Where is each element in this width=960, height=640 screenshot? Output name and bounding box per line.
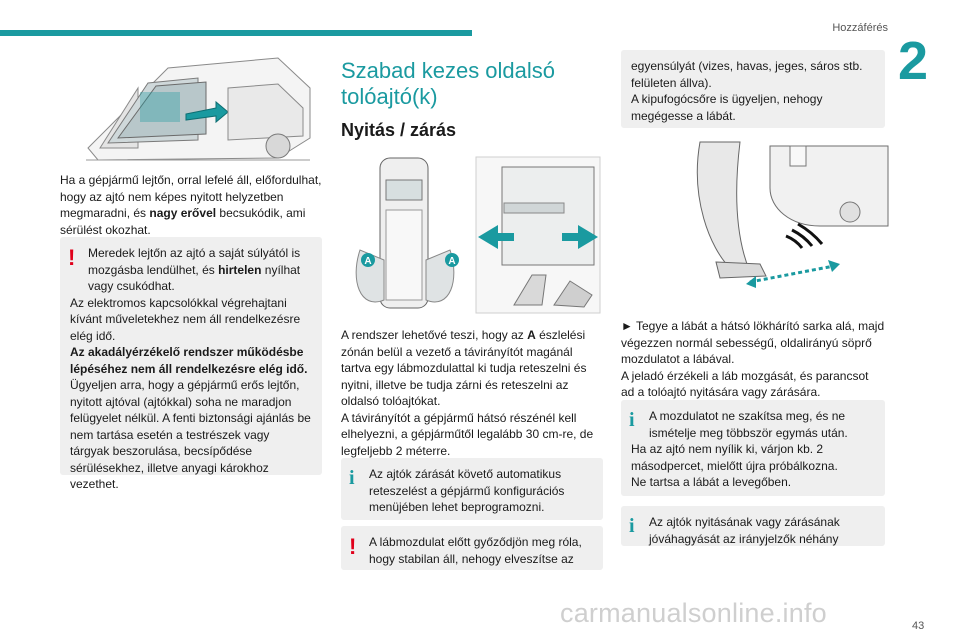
van-door-illustration [78,48,318,166]
section-title: Hozzáférés [832,22,888,34]
system-description: A rendszer lehetővé teszi, hogy az A észlelési zónán belül a vezető a távirányítót magánál tartva egy lábmozdulattal ki tudja reteszelni és nyitni, illetve be tudja zárni és reteszelni az oldalsó tolóajtókat. [341,328,587,408]
foot-instruction: ► Tegye a lábát a hátsó lökhárító sarka alá, majd végezzen normál sebességű, oldalirányú söprő mozdulatot a lábával. [621,319,885,366]
info-icon: i [629,515,635,537]
info-box-motion: i A mozdulatot ne szakítsa meg, és ne ismételje meg többször egymás után. Ha az ajtó nem nyílik ki, várjon kb. 2 másodpercet, mielőtt újra próbálkozna. Ne tartsa a lábát a levegőben. [621,400,885,496]
zone-label-right: A [448,256,456,267]
warning-icon: ! [68,245,76,270]
section-subtitle: Nyitás / zárás [341,120,457,140]
warning-box-slope: ! Meredek lejtőn az ajtó a saját súlyától is mozgásba lendülhet, és hirtelen nyílhat vagy csukódhat. Az elektromos kapcsolókkal végrehajtani kívánt műveletekhez nem áll rendelkezésre elég idő. Az akadályérzékelő rendszer működésbe lépéséhez nem áll rendelkezésre elég idő. Ügyeljen arra, hogy a gépjármű erős lejtőn, nyitott ajtóval (ajtókkal) soha ne maradjon felügyelet nélkül. A fenti biztonsági ajánlás be nem tartása esetén a testrészek vagy tárgyak beszorulása, becsípődése sérülésekhez, illetve anyagi károkhoz vezethet. [60,237,322,475]
info-icon: i [629,409,635,431]
info-box-confirmation: i Az ajtók nyitásának vagy zárásának jóváhagyását az irányjelzők néhány [621,506,885,546]
foot-sweep-side-illustration [474,155,602,315]
header-bar [0,30,472,36]
foot-under-bumper-illustration [620,138,890,298]
warning-box-stability: ! A lábmozdulat előtt győződjön meg róla, hogy stabilan áll, nehogy elveszítse az [341,526,603,570]
warning-text-obstacle: Az akadályérzékelő rendszer működésbe lépéséhez nem áll rendelkezésre elég idő. [70,345,308,376]
info-box-autolock: i Az ajtók zárását követő automatikus reteszelést a gépjármű konfigurációs menüjében lehet beprogramozni. [341,458,603,520]
warning-box-continued: egyensúlyát (vizes, havas, jeges, sáros stb. felületen állva). A kipufogócsőre is ügyeljen, nehogy megégesse a lábát. [621,50,885,128]
page-number: 43 [912,620,925,632]
warning-text-unattended: Ügyeljen arra, hogy a gépjármű erős lejtőn, nyitott ajtóval (ajtókkal) soha ne maradjon felügyelet nélkül. A fenti biztonsági ajánlás be nem tartása esetén a testrészek vagy tárgyak beszorulása, becsípődése sérülésekhez, illetve anyagi károkhoz vezethet. [70,378,311,491]
chapter-number: 2 [898,31,929,91]
warning-text-switches: Az elektromos kapcsolókkal végrehajtani kívánt műveletekhez nem áll rendelkezésre elég idő. [70,295,301,343]
page-title: Szabad kezes oldalsó tolóajtó(k) [341,58,556,109]
zone-label-left: A [364,256,372,267]
info-icon: i [349,467,355,489]
slope-paragraph: Ha a gépjármű lejtőn, orral lefelé áll, előfordulhat, hogy az ajtó nem képes nyitott helyzetben megmaradni, és nagy erővel becsukódik, ami sérülést okozhat. [60,173,322,237]
warning-icon: ! [349,534,357,559]
sensor-explanation: A jeladó érzékeli a láb mozgását, és parancsot ad a tolóajtó nyitására vagy zárására. [621,368,869,399]
detection-zone-illustration [340,150,470,322]
remote-position-note: A távirányítót a gépjármű hátsó részénél kell elhelyezni, a gépjárműtől legalább 30 cm-re, de legfeljebb 2 méterre. [341,410,594,458]
watermark: carmanualsonline.info [560,598,827,628]
